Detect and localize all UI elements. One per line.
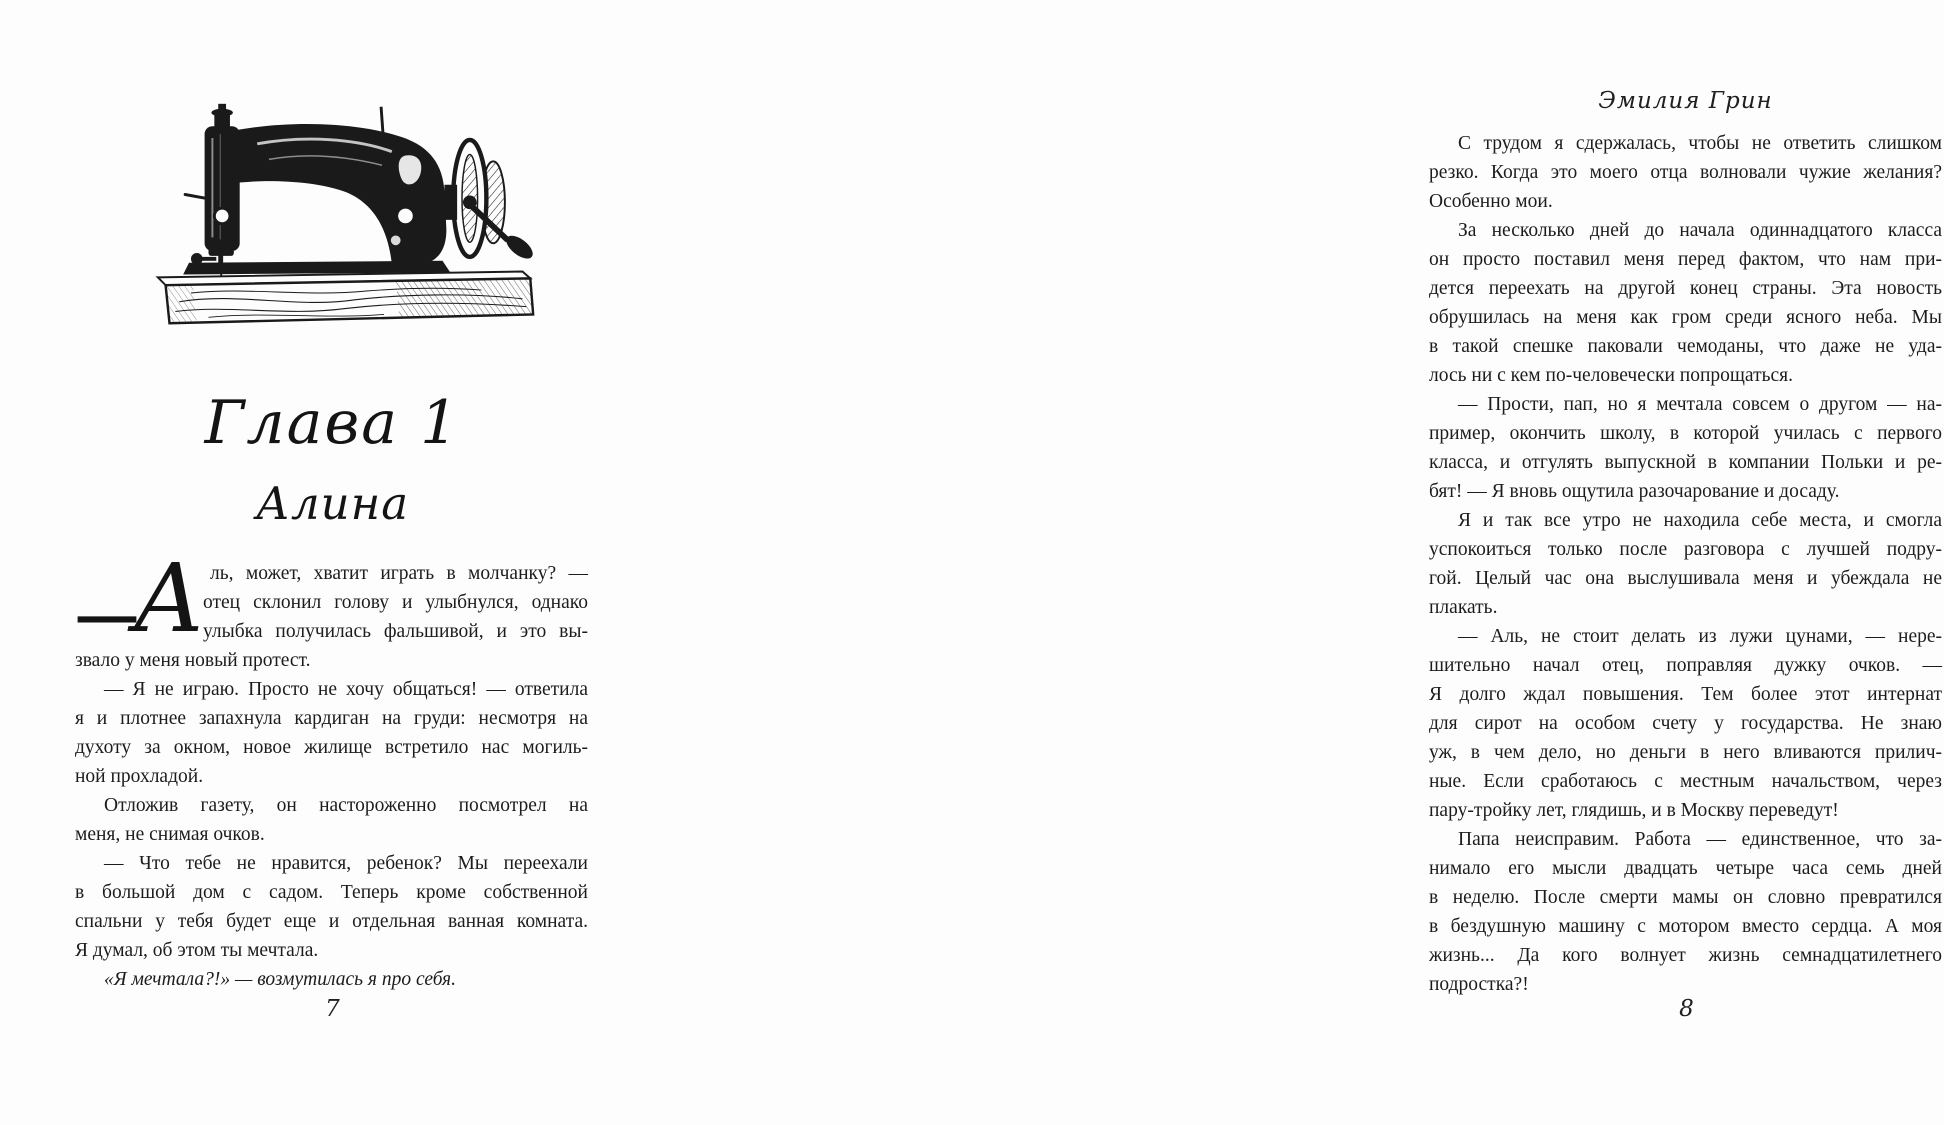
- paragraph: [1429, 622, 1942, 825]
- text-line: в неделю. После смерти мамы он словно превратился: [1429, 887, 1942, 908]
- text-line: класса, и отгулять выпускной в компании Польки и ре-: [1429, 452, 1942, 473]
- chapter-title: Глава 1: [204, 388, 461, 458]
- text-line: отец склонил голову и улыбнулся, однако: [203, 592, 588, 613]
- text-line: Особенно мои.: [1429, 191, 1553, 212]
- text-line: пару-тройку лет, глядишь, и в Москву переведут!: [1429, 800, 1839, 821]
- text-line: — Я не играю. Просто не хочу общаться! — ответила: [104, 679, 588, 700]
- text-line: — Прости, пап, но я мечтала совсем о другом — на-: [1458, 394, 1942, 415]
- text-line: ные. Если сработаюсь с местным начальством, через: [1429, 771, 1942, 792]
- text-line: в такой спешке паковали чемоданы, что даже не уда-: [1429, 336, 1942, 357]
- text-line: звало у меня новый протест.: [75, 650, 311, 671]
- text-line: — Что тебе не нравится, ребенок? Мы переехали: [104, 853, 588, 874]
- text-line: шительно начал отец, поправляя дужку очков. —: [1429, 655, 1942, 676]
- text-line: жизнь... Да кого волнует жизнь семнадцатилетнего: [1429, 945, 1942, 966]
- text-line: плакать.: [1429, 597, 1498, 618]
- page-number-right: 8: [1679, 996, 1694, 1022]
- text-line: ной прохладой.: [75, 766, 204, 787]
- text-line: резко. Когда это моего отца волновали чужие желания?: [1429, 162, 1942, 183]
- text-line: уж, в чем дело, но деньги в него вливаются прилич-: [1429, 742, 1942, 763]
- right-body-text: [1429, 129, 1942, 999]
- paragraph: [1429, 506, 1942, 622]
- text-line: дется переехать на другой конец страны. Эта новость: [1429, 278, 1942, 299]
- paragraph: [75, 849, 588, 965]
- text-line: нимало его мысли двадцать четыре часа семь дней: [1429, 858, 1942, 879]
- text-line: Папа неисправим. Работа — единственное, что за-: [1458, 829, 1942, 850]
- running-header-author: Эмилия Грин: [1598, 88, 1773, 114]
- paragraph: [1429, 129, 1942, 216]
- text-line: в большой дом с садом. Теперь кроме собственной: [75, 882, 588, 903]
- text-line: улыбка получилась фальшивой, и это вы-: [203, 621, 588, 642]
- text-line: лось ни с кем по-человечески попрощаться.: [1429, 365, 1793, 386]
- text-line: обрушилась на меня как гром среди ясного неба. Мы: [1429, 307, 1942, 328]
- drop-cap-dash: —: [78, 538, 136, 676]
- text-line: меня, не снимая очков.: [75, 824, 265, 845]
- text-line: ль, может, хватит играть в молчанку? —: [210, 563, 588, 584]
- text-line: «Я мечтала?!» — возмутилась я про себя.: [104, 969, 456, 990]
- text-line: Отложив газету, он настороженно посмотрел на: [104, 795, 588, 816]
- text-line: — Аль, не стоит делать из лужи цунами, — нере-: [1458, 626, 1942, 647]
- text-line: я и плотнее запахнула кардиган на груди: несмотря на: [75, 708, 588, 729]
- paragraph: [1429, 825, 1942, 999]
- text-line: Я думал, об этом ты мечтала.: [75, 940, 319, 961]
- text-line: для сирот на особом счету у государства. Не знаю: [1429, 713, 1942, 734]
- page-number-left: 7: [325, 996, 340, 1022]
- text-line: духоту за окном, новое жилище встретило нас могиль-: [75, 737, 588, 758]
- text-line: он просто поставил меня перед фактом, что нам при-: [1429, 249, 1942, 270]
- text-line: гой. Целый час она выслушивала меня и убеждала не: [1429, 568, 1942, 589]
- right-page: [674, 0, 1942, 1125]
- left-page: [0, 0, 674, 1125]
- text-line: С трудом я сдержалась, чтобы не ответить слишком: [1458, 133, 1942, 154]
- text-line: успокоиться только после разговора с лучшей подру-: [1429, 539, 1942, 560]
- paragraph: [75, 965, 588, 994]
- paragraph: [75, 559, 588, 675]
- text-line: в бездушную машину с мотором вместо сердца. А моя: [1429, 916, 1942, 937]
- chapter-subtitle: Алина: [255, 477, 410, 530]
- text-line: Я и так все утро не находила себе места, и смогла: [1458, 510, 1942, 531]
- paragraph: [75, 675, 588, 791]
- text-line: пример, окончить школу, в которой училась с первого: [1429, 423, 1942, 444]
- text-line: За несколько дней до начала одиннадцатого класса: [1458, 220, 1942, 241]
- text-line: бят! — Я вновь ощутила разочарование и досаду.: [1429, 481, 1840, 502]
- paragraph: [1429, 216, 1942, 390]
- paragraph: [1429, 390, 1942, 506]
- paragraph: [75, 791, 588, 849]
- left-body-text: [75, 538, 588, 994]
- sewing-machine-illustration: [150, 98, 540, 330]
- text-line: подростка?!: [1429, 974, 1529, 995]
- text-line: Я долго ждал повышения. Тем более этот интернат: [1429, 684, 1942, 705]
- drop-cap-letter: А: [133, 544, 205, 654]
- text-line: спальни у тебя будет еще и отдельная ванная комната.: [75, 911, 588, 932]
